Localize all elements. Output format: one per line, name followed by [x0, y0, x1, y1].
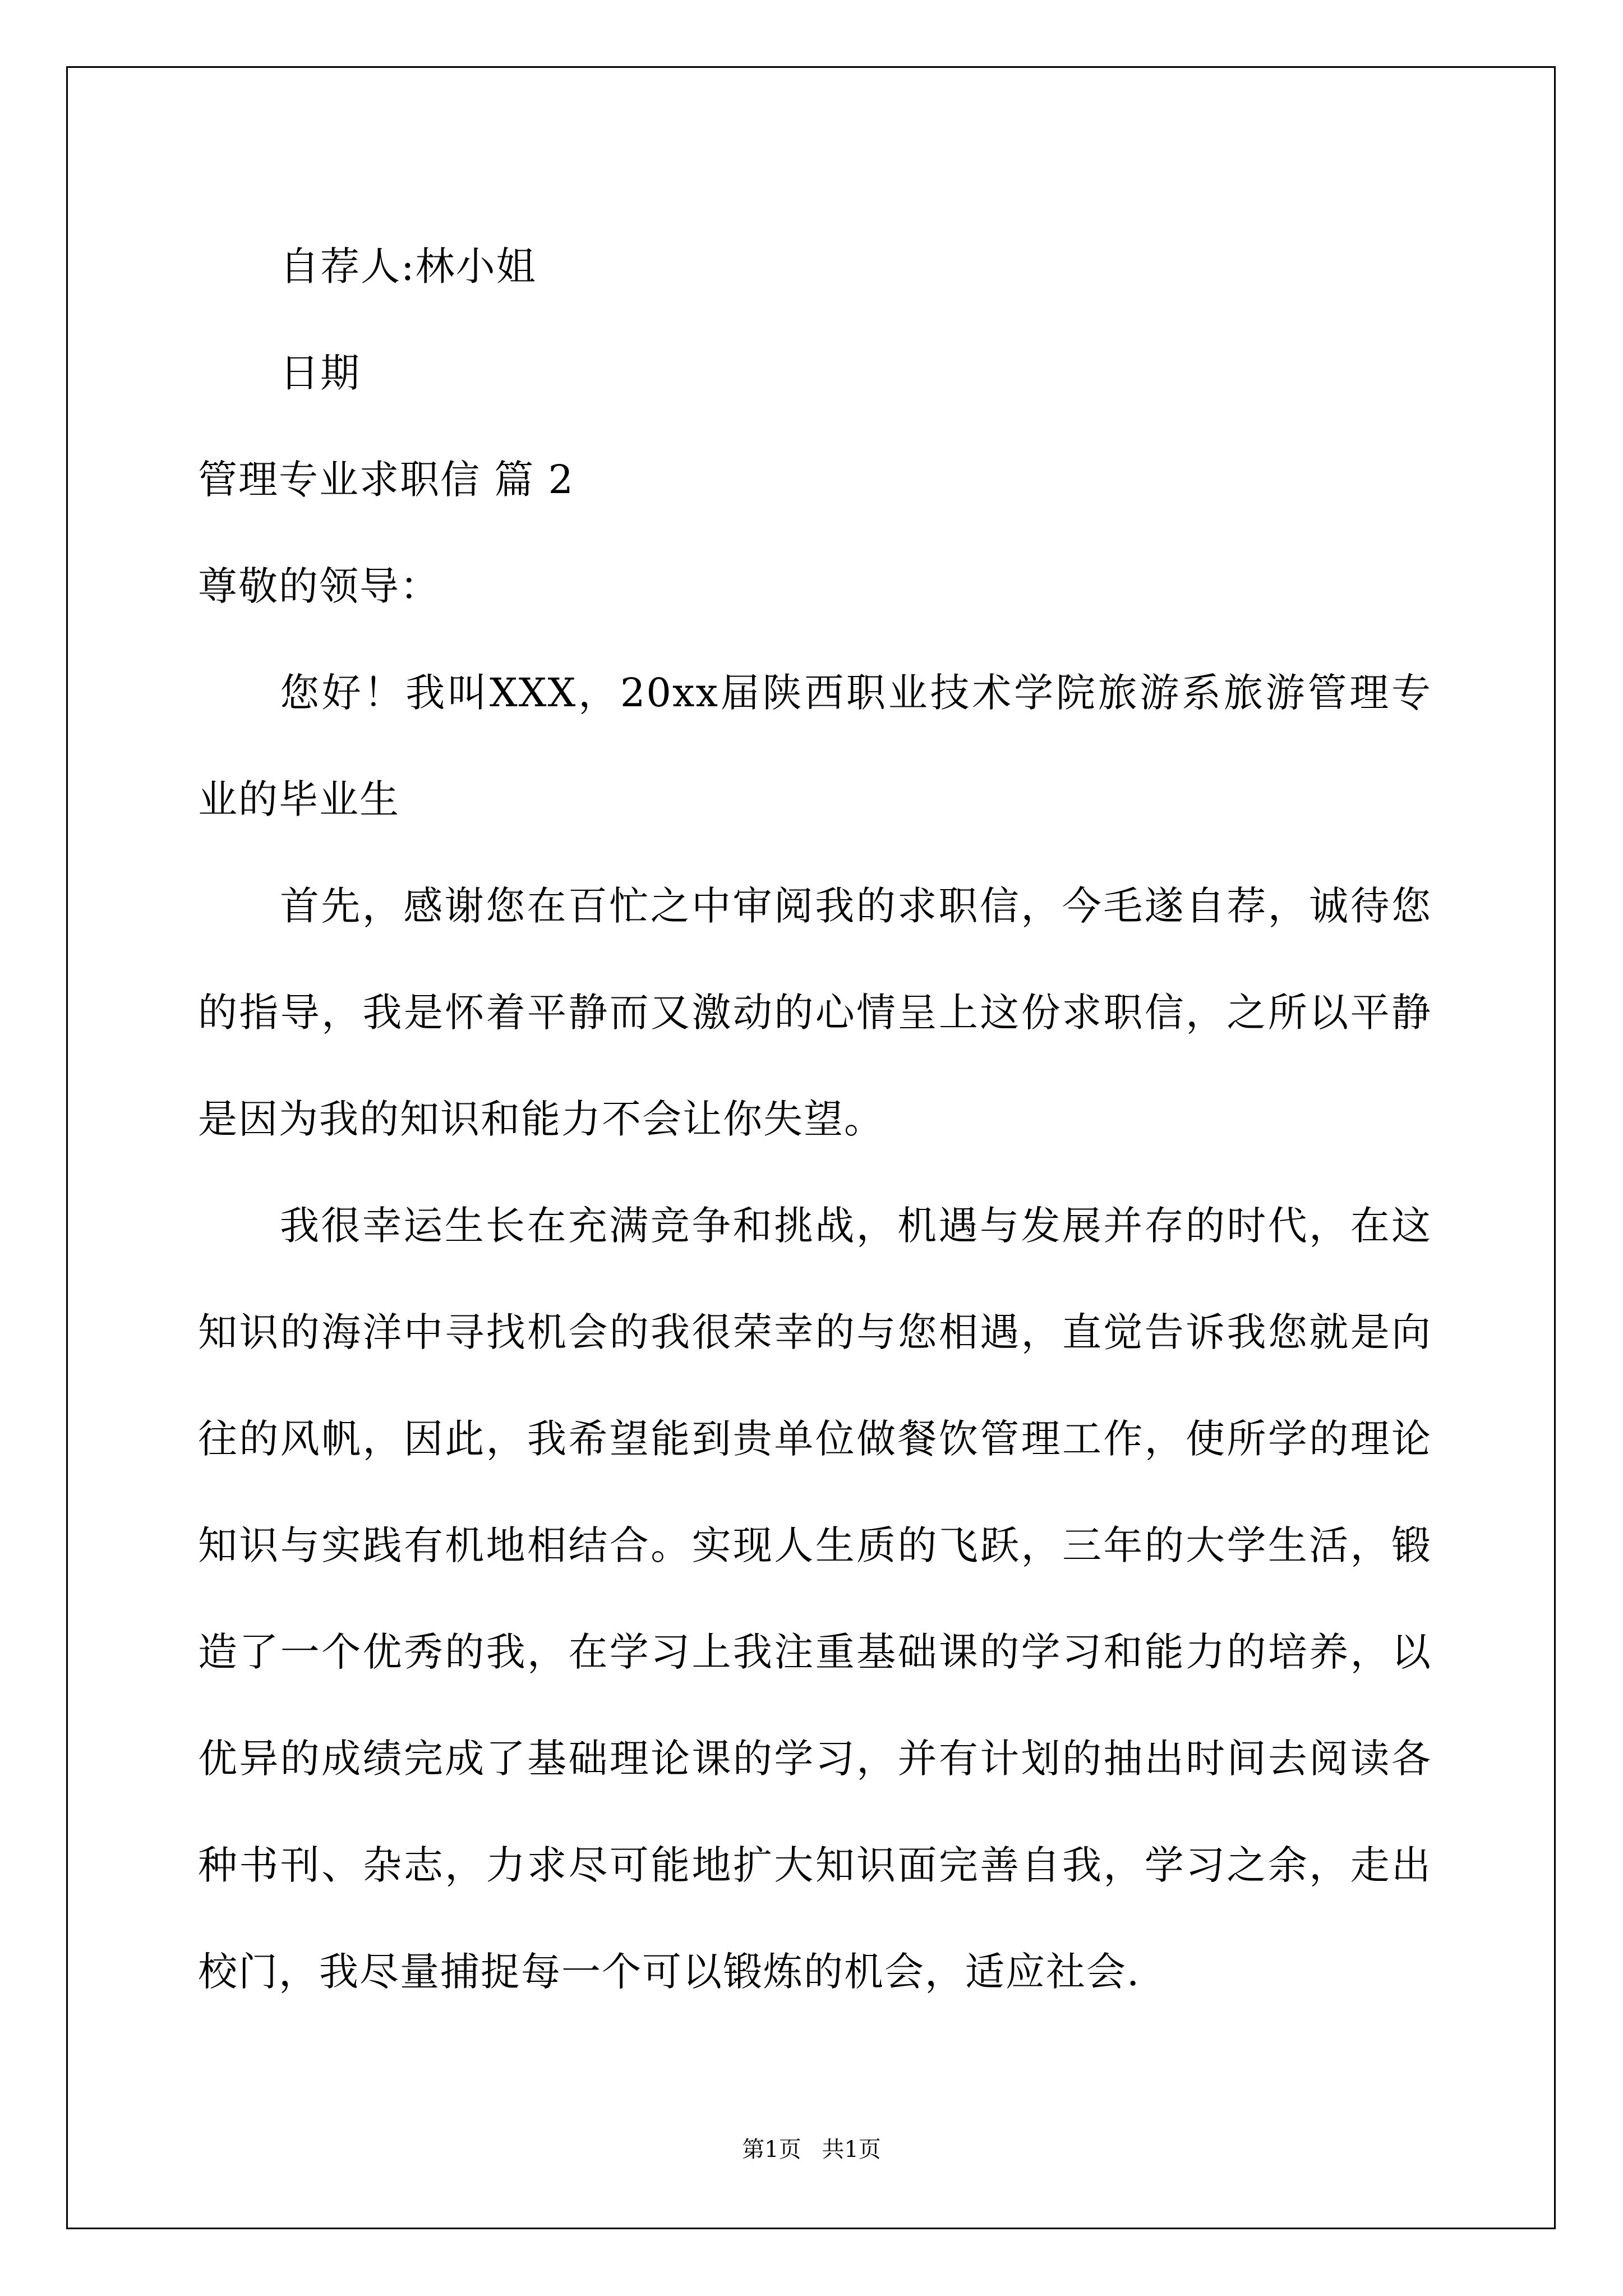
paragraph-experience: 我很幸运生长在充满竞争和挑战，机遇与发展并存的时代，在这知识的海洋中寻找机会的我很荣幸的与您相遇，直觉告诉我您就是向往的风帆，因此，我希望能到贵单位做餐饮管理工作，使所学的理论知识与实践有机地相结合。实现人生质的飞跃，三年的大学生活，锻造了一个优秀的我，在学习上我注重基础课的学习和能力的培养，以优异的成绩完成了基础理论课的学习，并有计划的抽出时间去阅读各种书刊、杂志，力求尽可能地扩大知识面完善自我，学习之余，走出校门，我尽量捕捉每一个可以锻炼的机会，适应社会.	[198, 1203, 1432, 1995]
page-number: 第1页	[742, 2137, 801, 2162]
letter-body	[198, 213, 1432, 2025]
paragraph-intro: 您好！我叫XXX，20xx届陕西职业技术学院旅游系旅游管理专业的毕业生	[198, 670, 1432, 822]
date-line: 日期	[280, 350, 361, 396]
page-footer	[0, 2132, 1623, 2164]
signature-line: 自荐人:林小姐	[280, 243, 537, 289]
salutation: 尊敬的领导：	[198, 563, 440, 609]
paragraph-thanks: 首先，感谢您在百忙之中审阅我的求职信，今毛遂自荐，诚待您的指导，我是怀着平静而又激动的心情呈上这份求职信，之所以平静是因为我的知识和能力不会让你失望。	[198, 883, 1432, 1142]
page-total: 共1页	[822, 2137, 881, 2162]
section-title: 管理专业求职信 篇 2	[198, 457, 575, 503]
